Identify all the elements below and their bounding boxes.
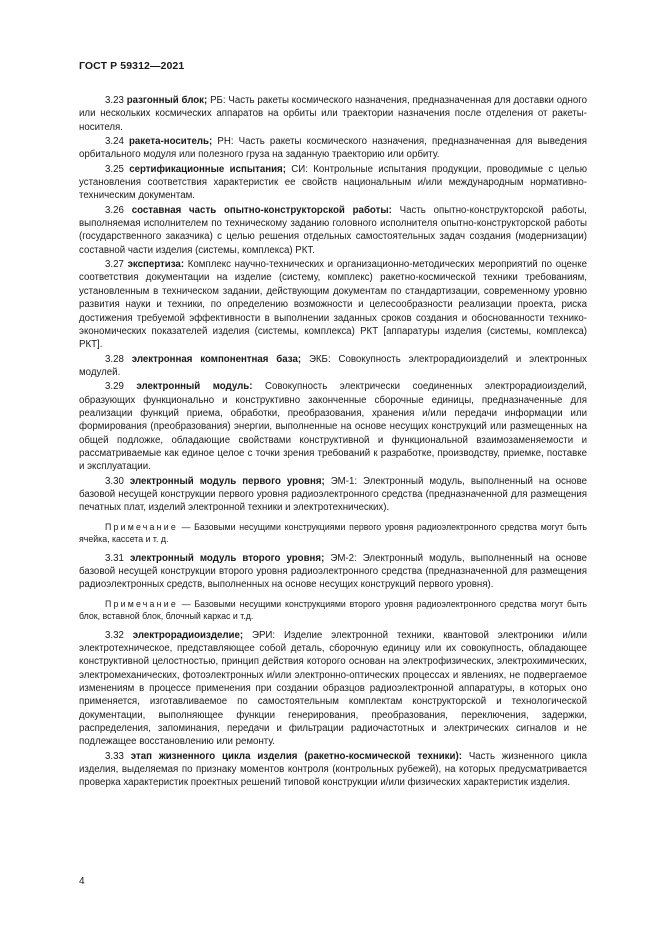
term-entry-3-25 [79, 163, 587, 203]
entry-term: разгонный блок; [126, 95, 208, 106]
note-text: — Базовыми несущими конструкциями первого уровня радиоэлектронного средства могут быть ячейка, кассета и т. д. [79, 521, 587, 544]
entry-term: этап жизненного цикла изделия (ракетно-космической техники): [130, 750, 462, 762]
entry-term: составная часть опытно-конструкторской работы: [131, 204, 392, 216]
document-body [79, 94, 587, 791]
term-entry-3-30 [79, 475, 587, 515]
entry-definition: Совокупность электрически соединенных электрорадиоизделий, образующих функционально и конструктивно законченные сборочные единицы, предназначенные для реализации функций приема, обработки, преобразования, хранения и/или передачи информации или формирования (преобразования) энергии, выполненные на основе несущих конструкций или размещенных на общей подложке, обладающие свойствами конструктивной и функциональной взаимозаменяемости и рассматриваемые как единое целое с точки зрения требований к разработке, производству, приемке, поставке и эксплуатации. [79, 381, 588, 473]
entry-definition: РН: Часть ракеты космического назначения, предназначенная для выведения орбитального модуля или полезного груза на заданную траекторию или орбиту. [79, 136, 587, 161]
entry-definition: РБ: Часть ракеты космического назначения, предназначенная для доставки одного или нескольких космических аппаратов на орбиты или траектории назначения после отделения от ракеты-носителя. [79, 95, 588, 133]
entry-term: сертификационные испытания; [129, 163, 286, 175]
term-entry-3-23 [79, 94, 587, 134]
entry-term: электронный модуль второго уровня; [129, 552, 325, 564]
entry-number: 3.25 [105, 163, 124, 175]
entry-number: 3.32 [105, 629, 124, 641]
term-entry-3-29 [79, 380, 587, 473]
entry-definition: Часть опытно-конструкторской работы, выполняемая исполнителем по техническому заданию головного исполнителя опытно-конструкторской работы (государственного заказчика) с целью решения отдельных самостоятельных задач создания (модернизации) составной части изделия (системы, комплекса) РКТ. [79, 204, 587, 256]
document-header: ГОСТ Р 59312—2021 [79, 60, 185, 72]
term-entry-3-26 [79, 204, 587, 257]
entry-definition: ЭКБ: Совокупность электрорадиоизделий и электронных модулей. [79, 353, 587, 378]
entry-term: электронная компонентная база; [131, 353, 302, 365]
entry-number: 3.30 [105, 475, 124, 487]
term-entry-3-33 [79, 750, 587, 790]
note-label: Примечание [105, 598, 178, 609]
entry-number: 3.28 [105, 353, 124, 365]
note-3-30 [79, 521, 587, 545]
entry-number: 3.27 [105, 259, 124, 271]
note-text: — Базовыми несущими конструкциями второго уровня радиоэлектронного средства могут быть блок, вставной блок, блочный каркас и т.д. [79, 598, 587, 621]
entry-number: 3.33 [105, 750, 124, 762]
entry-number: 3.23 [105, 95, 124, 106]
term-entry-3-31 [79, 552, 587, 592]
term-entry-3-32 [79, 629, 587, 749]
entry-definition: ЭРИ: Изделие электронной техники, квантовой электроники и/или электротехническое, представляющее собой деталь, сборочную единицу или их совокупность, обладающее конструктивной целостностью, принцип действия которого основан на электрофизических, электрохимических, электромеханических, фотоэлектронных и/или электронно-оптических процессах и явлениях, не подвергаемое изменениям в процессе применения при создании образцов радиоэлектронной аппаратуры, в которых оно применяется, изготавливаемое по самостоятельным комплектам конструкторской и технологической документации, выполняющее функции генерирования, преобразования, переключения, задержки, распределения, запоминания, передачи и фильтрации радиочастотных и электрических сигналов и не подлежащее восстановлению или ремонту. [79, 629, 587, 748]
entry-term: электронный модуль: [136, 381, 253, 393]
entry-definition: Комплекс научно-технических и организационно-методических мероприятий по оценке соответствия документации на изделие (систему, комплекс) ракетно-космической техники требованиям, установленным в техническом задании, действующим документам по стандартизации, современному уровню развития науки и техники, по определению возможности и целесообразности реализации проекта, риска достижения требуемой эффективности в выполнении заданных сроков создания и обоснованности технико-экономических показателей изделия (системы, комплекса) РКТ [аппаратуры изделия (системы, комплекса) РКТ]. [79, 259, 587, 351]
entry-definition: СИ: Контрольные испытания продукции, проводимые с целью установления соответствия характеристик ее свойств национальным и/или международным нормативно-техническим документам. [79, 163, 587, 202]
entry-number: 3.26 [105, 204, 124, 216]
entry-number: 3.24 [105, 136, 124, 148]
entry-term: экспертиза: [127, 259, 185, 271]
term-entry-3-27 [79, 258, 587, 351]
entry-term: электронный модуль первого уровня; [129, 475, 325, 487]
note-3-31 [79, 598, 587, 622]
entry-term: электрорадиоизделие; [132, 629, 244, 641]
term-entry-3-24 [79, 135, 587, 162]
entry-definition: ЭМ-2: Электронный модуль, выполненный на основе базовой несущей конструкции второго уровня радиоэлектронного средства (предназначенной для размещения радиоэлектронных средств, выполненных на основе несущих конструкций первого уровня). [79, 552, 587, 591]
entry-term: ракета-носитель; [129, 136, 213, 148]
entry-definition: ЭМ-1: Электронный модуль, выполненный на основе базовой несущей конструкции первого уровня радиоэлектронного средства (предназначенной для размещения печатных плат, изделий электронной техники и электротехнических). [79, 475, 587, 514]
term-entry-3-28 [79, 353, 587, 380]
entry-number: 3.31 [105, 552, 124, 564]
entry-definition: Часть жизненного цикла изделия, выделяемая по признаку моментов контроля (контрольных рубежей), на которых предусматривается проверка характеристик проектных решений типовой конструкции и/или физических характеристик изделия. [79, 750, 587, 789]
entry-number: 3.29 [105, 381, 124, 393]
page-number: 4 [79, 876, 85, 887]
note-label: Примечание [105, 521, 178, 532]
